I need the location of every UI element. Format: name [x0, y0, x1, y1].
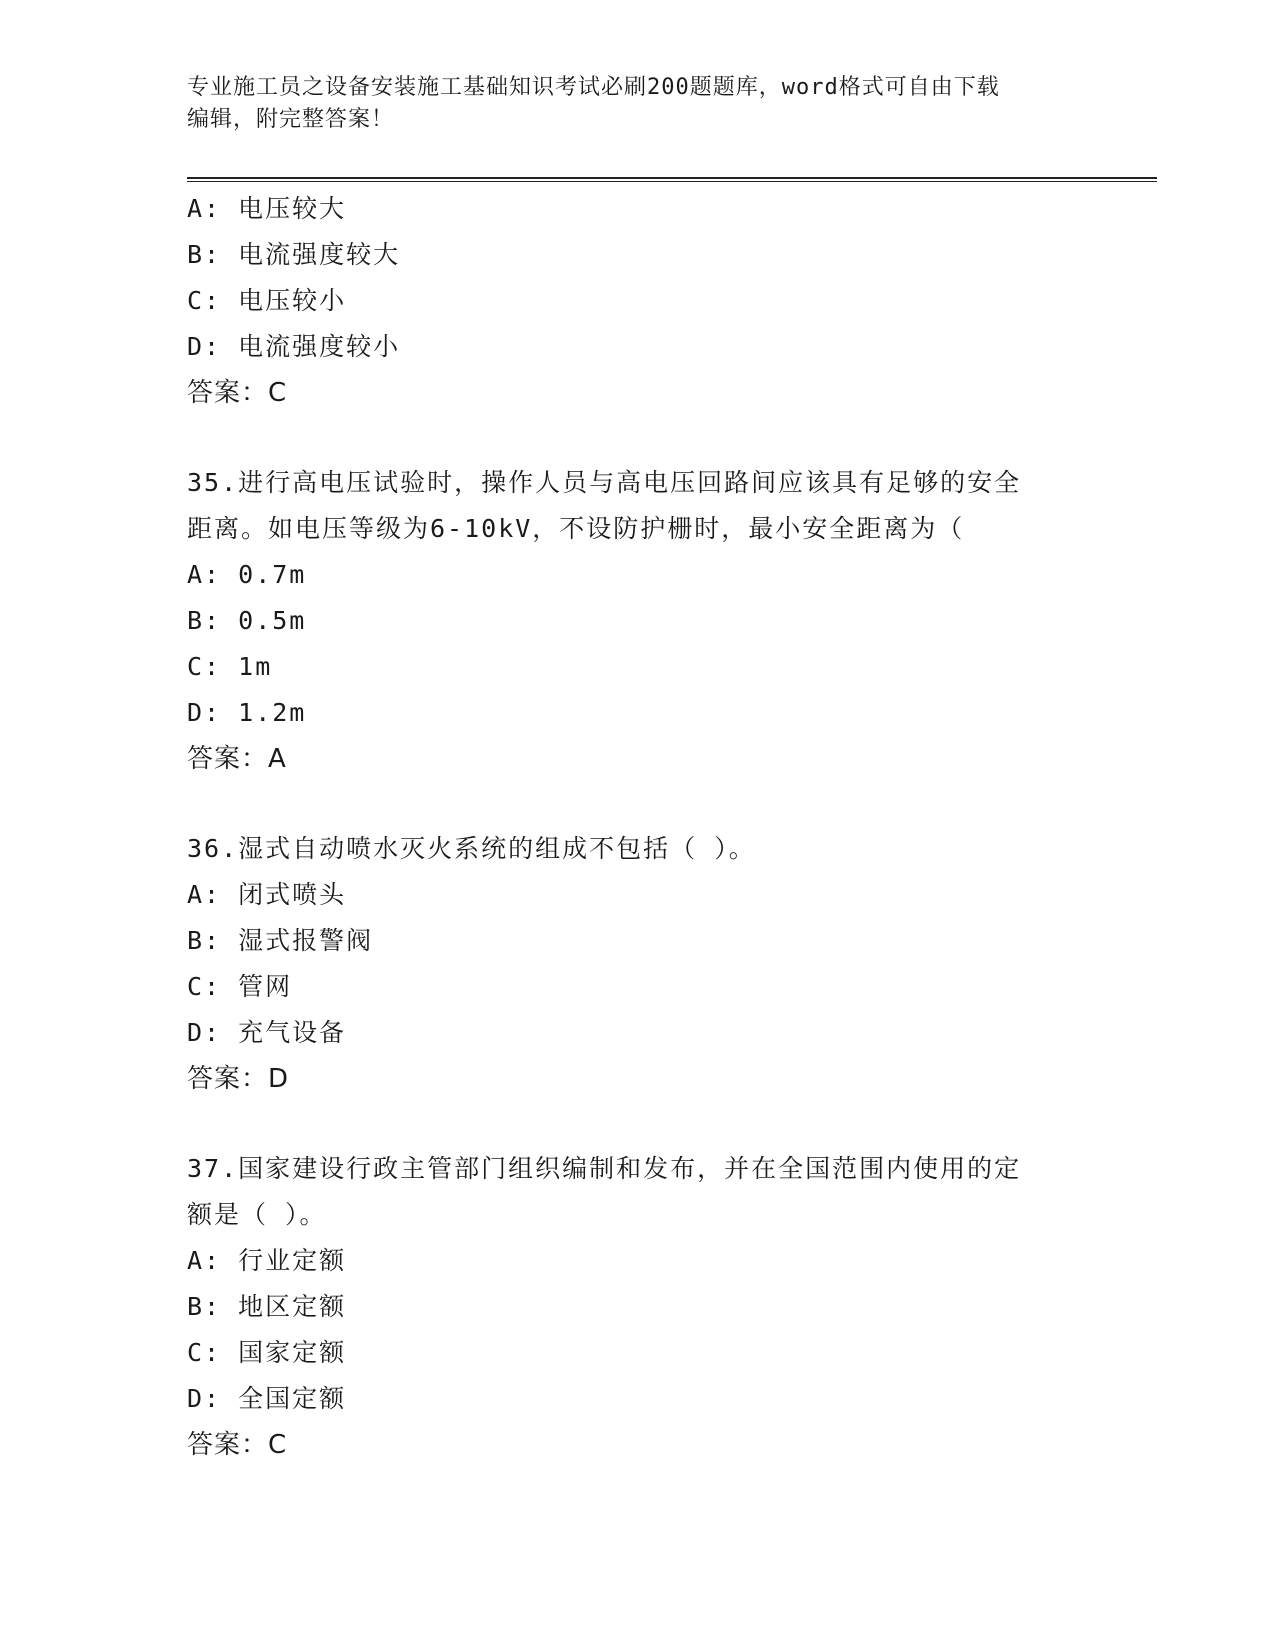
option-b: B: 地区定额	[187, 1292, 347, 1321]
header-line-1: 专业施工员之设备安装施工基础知识考试必刷200题题库，word格式可自由下载	[187, 75, 1000, 100]
question-34	[187, 186, 1147, 416]
spacer	[187, 1102, 1147, 1146]
option-a: A: 电压较大	[187, 194, 347, 223]
answer-label: 答案：C	[187, 378, 288, 408]
option-c: C: 电压较小	[187, 286, 347, 315]
question-37	[187, 1146, 1147, 1468]
question-35	[187, 460, 1147, 782]
option-c: C: 国家定额	[187, 1338, 347, 1367]
spacer	[187, 416, 1147, 460]
question-text-line-1: 35.进行高电压试验时，操作人员与高电压回路间应该具有足够的安全	[187, 468, 1022, 497]
document-header	[187, 72, 1087, 136]
question-36	[187, 826, 1147, 1102]
option-d: D: 1.2m	[187, 698, 307, 727]
option-d: D: 充气设备	[187, 1018, 347, 1047]
question-text-line-2: 距离。如电压等级为6-10kV，不设防护栅时，最小安全距离为（	[187, 514, 965, 543]
option-c: C: 管网	[187, 972, 293, 1001]
question-text-line-1: 36.湿式自动喷水灭火系统的组成不包括（ ）。	[187, 834, 756, 863]
option-a: A: 0.7m	[187, 560, 307, 589]
option-d: D: 全国定额	[187, 1384, 347, 1413]
option-b: B: 湿式报警阀	[187, 926, 374, 955]
answer-label: 答案：D	[187, 1064, 290, 1094]
option-d: D: 电流强度较小	[187, 332, 401, 361]
option-c: C: 1m	[187, 652, 273, 681]
header-divider	[187, 177, 1157, 182]
question-text-line-2: 额是（ ）。	[187, 1200, 327, 1229]
option-a: A: 行业定额	[187, 1246, 347, 1275]
spacer	[187, 782, 1147, 826]
option-b: B: 0.5m	[187, 606, 307, 635]
option-a: A: 闭式喷头	[187, 880, 347, 909]
question-list	[187, 186, 1147, 1468]
header-line-2: 编辑，附完整答案！	[187, 107, 395, 132]
answer-label: 答案：C	[187, 1430, 288, 1460]
option-b: B: 电流强度较大	[187, 240, 401, 269]
question-text-line-1: 37.国家建设行政主管部门组织编制和发布，并在全国范围内使用的定	[187, 1154, 1022, 1183]
answer-label: 答案：A	[187, 744, 287, 774]
